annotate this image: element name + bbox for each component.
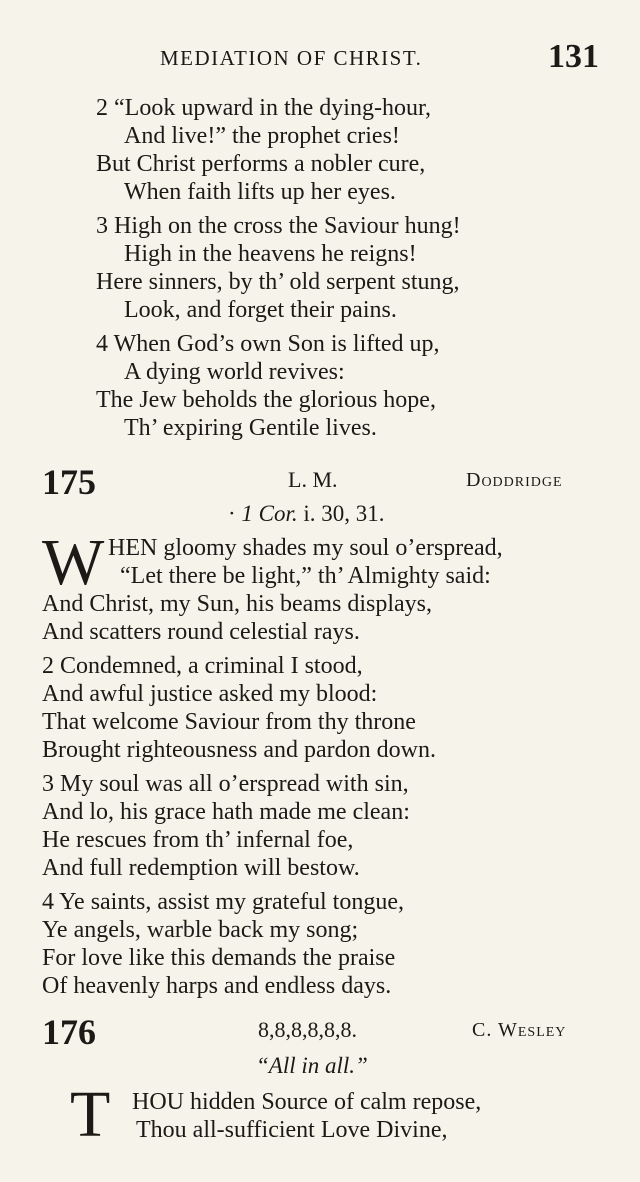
hymn-author: Doddridge — [466, 469, 563, 491]
scripture-verse: i. 30, 31. — [297, 501, 385, 526]
verse-line: The Jew beholds the glorious hope, — [96, 387, 436, 413]
verse-line: But Christ performs a nobler cure, — [96, 151, 426, 177]
verse-line: Of heavenly harps and endless days. — [42, 973, 392, 999]
verse-line: 4 When God’s own Son is lifted up, — [96, 331, 440, 357]
page-header — [0, 38, 640, 78]
page-number: 131 — [548, 38, 599, 75]
drop-cap: T — [70, 1078, 111, 1151]
verse-line: HEN gloomy shades my soul o’erspread, — [108, 535, 503, 561]
verse-line: And live!” the prophet cries! — [124, 123, 400, 149]
verse-line: Thou all-sufficient Love Divine, — [136, 1117, 448, 1143]
verse-line: And full redemption will bestow. — [42, 855, 360, 881]
verse-line: Ye angels, warble back my song; — [42, 917, 359, 943]
verse-line: And scatters round celestial rays. — [42, 619, 360, 645]
hymn-number: 175 — [42, 462, 96, 502]
hymn-author: C. Wesley — [472, 1019, 567, 1041]
verse-line: And Christ, my Sun, his beams displays, — [42, 591, 433, 617]
hymn-meter: 8,8,8,8,8,8. — [258, 1017, 357, 1042]
verse-line: 3 My soul was all o’erspread with sin, — [42, 771, 409, 797]
hymn-motto: “All in all.” — [256, 1053, 368, 1078]
hymn-number: 176 — [42, 1012, 96, 1052]
verse-line: Here sinners, by th’ old serpent stung, — [96, 269, 460, 295]
running-title: MEDIATION OF CHRIST. — [160, 46, 423, 70]
verse-line: 2 Condemned, a criminal I stood, — [42, 653, 363, 679]
verse-line: 3 High on the cross the Saviour hung! — [96, 213, 461, 239]
verse-line: 4 Ye saints, assist my grateful tongue, — [42, 889, 404, 915]
verse-line: That welcome Saviour from thy throne — [42, 709, 416, 735]
verse-line: A dying world revives: — [124, 359, 345, 385]
scripture-reference: · 1 Cor. i. 30, 31. — [228, 501, 385, 526]
verse-line: 2 “Look upward in the dying-hour, — [96, 95, 431, 121]
verse-line: High in the heavens he reigns! — [124, 241, 417, 267]
verse-line: Look, and forget their pains. — [124, 297, 397, 323]
verse-line: And lo, his grace hath made me clean: — [42, 799, 410, 825]
verse-line: HOU hidden Source of calm repose, — [132, 1089, 482, 1115]
verse-line: He rescues from th’ infernal foe, — [42, 827, 354, 853]
verse-line: And awful justice asked my blood: — [42, 681, 378, 707]
verse-line: Th’ expiring Gentile lives. — [124, 415, 377, 441]
scripture-book: 1 Cor. — [241, 501, 298, 526]
verse-line: For love like this demands the praise — [42, 945, 396, 971]
verse-line: When faith lifts up her eyes. — [124, 179, 396, 205]
drop-cap: W — [42, 526, 105, 599]
verse-line: “Let there be light,” th’ Almighty said: — [120, 563, 491, 589]
verse-line: Brought righteousness and pardon down. — [42, 737, 436, 763]
hymn-meter: L. M. — [288, 467, 338, 492]
